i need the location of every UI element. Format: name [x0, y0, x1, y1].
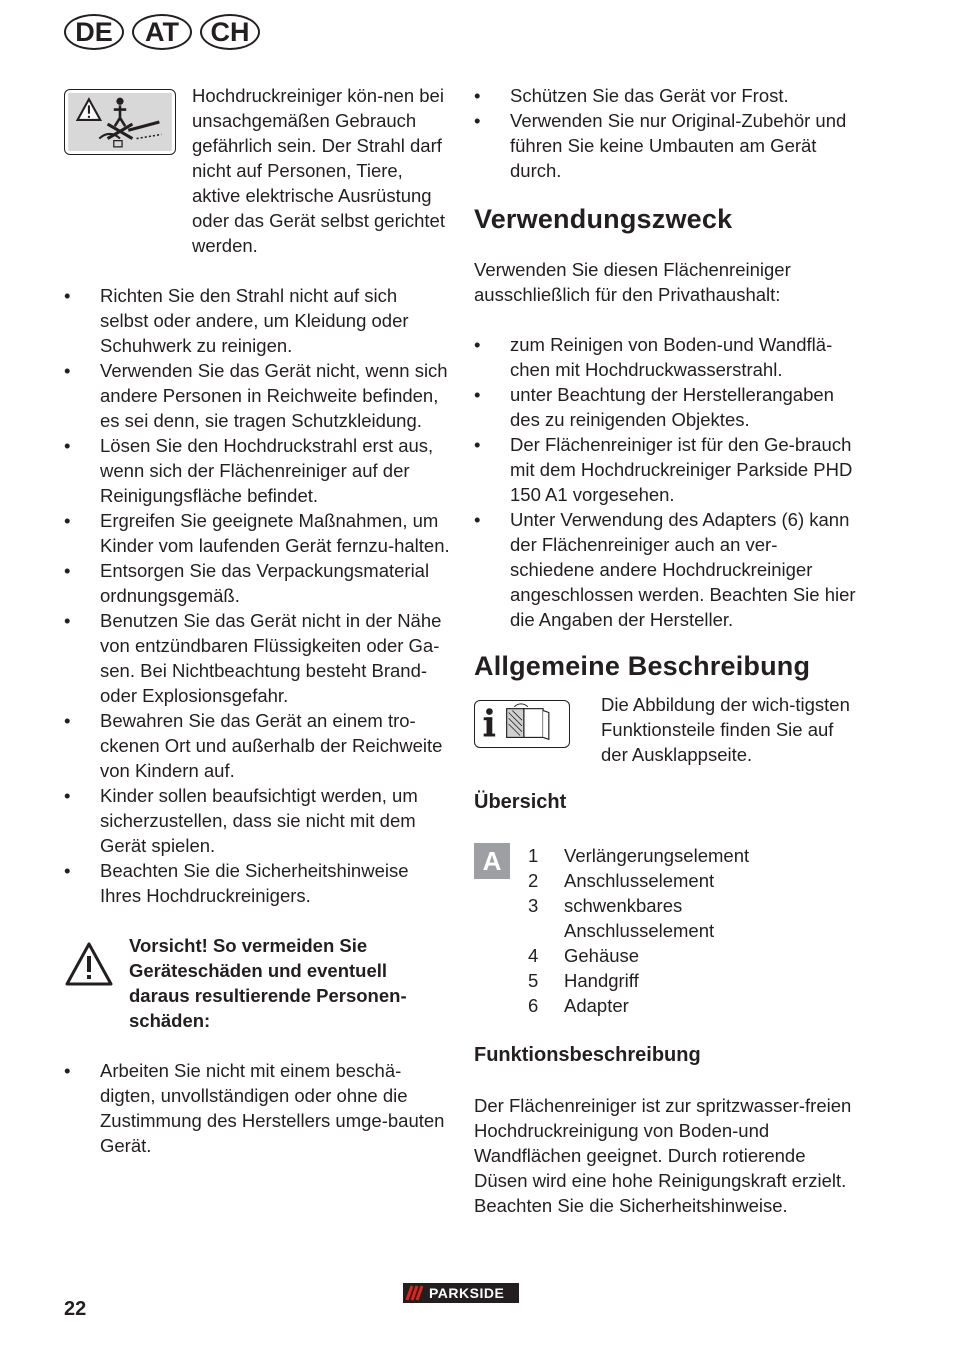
part-number: 4 — [528, 945, 539, 966]
list-item: • unter Beachtung der Herstellerangaben des zu reinigenden Objektes. — [474, 382, 860, 432]
figure-a-badge: A — [474, 843, 510, 879]
part-label: schwenkbares Anschlusselement — [564, 895, 715, 941]
part-number: 3 — [528, 895, 539, 916]
heading-allgemeine-beschreibung: Allgemeine Beschreibung — [474, 651, 811, 681]
safety-bullet-list — [64, 283, 450, 908]
logo-stripes-icon — [403, 1283, 427, 1303]
country-badge-ch: CH — [200, 14, 260, 50]
page-number: 22 — [64, 1298, 87, 1320]
list-item: • Arbeiten Sie nicht mit einem beschä-digten, unvollständigen oder ohne die Zustimmung des Herstellers umge-bauten Gerät. — [64, 1058, 450, 1158]
intro-warning — [64, 83, 450, 258]
caution-bullet-list — [64, 1058, 450, 1158]
list-item: • Benutzen Sie das Gerät nicht in der Nähe von entzündbaren Flüssigkeiten oder Ga-sen. Bei Nichtbeachtung besteht Brand- oder Explosionsgefahr. — [64, 608, 450, 708]
list-item: • Schützen Sie das Gerät vor Frost. — [474, 83, 860, 108]
list-item: • Kinder sollen beaufsichtigt werden, um sicherzustellen, dass sie nicht mit dem Gerät spielen. — [64, 783, 450, 858]
left-column — [64, 83, 450, 1158]
warning-triangle-icon — [64, 941, 114, 987]
table-row — [528, 843, 764, 868]
part-number: 5 — [528, 970, 539, 991]
list-item: • Der Flächenreiniger ist für den Ge-brauch mit dem Hochdruckreiniger Parkside PHD 150 A1 vorgesehen. — [474, 432, 860, 507]
country-badges — [64, 14, 260, 50]
list-item: • Richten Sie den Strahl nicht auf sich selbst oder andere, um Kleidung oder Schuhwerk zu reinigen. — [64, 283, 450, 358]
country-badge-de: DE — [64, 14, 124, 50]
list-item: • Ergreifen Sie geeignete Maßnahmen, um Kinder vom laufenden Gerät fernzu-halten. — [64, 508, 450, 558]
list-item: • Beachten Sie die Sicherheitshinweise Ihres Hochdruckreinigers. — [64, 858, 450, 908]
part-label: Adapter — [564, 995, 629, 1016]
list-item: • Bewahren Sie das Gerät an einem tro-ckenen Ort und außerhalb der Reichweite von Kindern auf. — [64, 708, 450, 783]
part-label: Anschlusselement — [564, 870, 715, 891]
info-pictogram — [474, 700, 570, 748]
parkside-logo — [403, 1283, 519, 1303]
part-label: Gehäuse — [564, 945, 640, 966]
list-item: • Entsorgen Sie das Verpackungsmaterial ordnungsgemäß. — [64, 558, 450, 608]
table-row — [528, 943, 764, 968]
list-item: • Lösen Sie den Hochdruckstrahl erst aus, wenn sich der Flächenreiniger auf der Reinigungsfläche befindet. — [64, 433, 450, 508]
info-row — [474, 692, 860, 767]
caution-block — [64, 933, 450, 1033]
part-number: 1 — [528, 845, 539, 866]
country-badge-at: AT — [132, 14, 192, 50]
overview-table — [528, 843, 764, 1018]
funktion-text-2: Beachten Sie die Sicherheitshinweise. — [474, 1195, 788, 1216]
part-label: Handgriff — [564, 970, 639, 991]
verwendung-bullet-list — [474, 332, 860, 632]
table-row — [528, 868, 764, 893]
verwendung-text: Verwenden Sie diesen Flächenreiniger ausschließlich für den Privathaushalt: — [474, 259, 791, 305]
funktion-text: Der Flächenreiniger ist zur spritzwasser-freien Hochdruckreinigung von Boden-und Wandflächen geeignet. Durch rotierende Düsen wird eine hohe Reinigungskraft erzielt. — [474, 1095, 852, 1191]
heading-funktionsbeschreibung: Funktionsbeschreibung — [474, 1044, 701, 1066]
right-column — [474, 83, 860, 1218]
part-number: 2 — [528, 870, 539, 891]
table-row — [528, 993, 764, 1018]
intro-text: Hochdruckreiniger kön-nen bei unsachgemäßen Gebrauch gefährlich sein. Der Strahl darf nicht auf Personen, Tiere, aktive elektrische Ausrüstung oder das Gerät selbst gerichtet werden. — [192, 85, 445, 256]
list-item: • zum Reinigen von Boden-und Wandflä-chen mit Hochdruckwasserstrahl. — [474, 332, 860, 382]
list-item: • Unter Verwendung des Adapters (6) kann der Flächenreiniger auch an ver-schiedene andere Hochdruckreiniger angeschlossen werden. Beachten Sie hier die Angaben der Hersteller. — [474, 507, 860, 632]
heading-uebersicht: Übersicht — [474, 791, 567, 813]
list-item: • Verwenden Sie das Gerät nicht, wenn sich andere Personen in Reichweite befinden, es sei denn, sie tragen Schutzkleidung. — [64, 358, 450, 433]
caution-text: Vorsicht! So vermeiden Sie Geräteschäden und eventuell daraus resultierende Personen-schäden: — [129, 935, 407, 1031]
info-fold-out-icon — [475, 701, 569, 747]
part-number: 6 — [528, 995, 539, 1016]
table-row — [528, 893, 764, 943]
safety-bullet-list-continued — [474, 83, 860, 183]
heading-verwendungszweck: Verwendungszweck — [474, 204, 733, 234]
list-item: • Verwenden Sie nur Original-Zubehör und führen Sie keine Umbauten am Gerät durch. — [474, 108, 860, 183]
part-label: Verlängerungselement — [564, 845, 750, 866]
table-row — [528, 968, 764, 993]
overview-block — [474, 843, 860, 1018]
spray-warning-pictogram — [64, 89, 176, 155]
spray-hazard-icon — [68, 93, 172, 151]
logo-text: PARKSIDE — [429, 1284, 505, 1301]
info-text: Die Abbildung der wich-tigsten Funktionsteile finden Sie auf der Ausklappseite. — [601, 694, 850, 765]
